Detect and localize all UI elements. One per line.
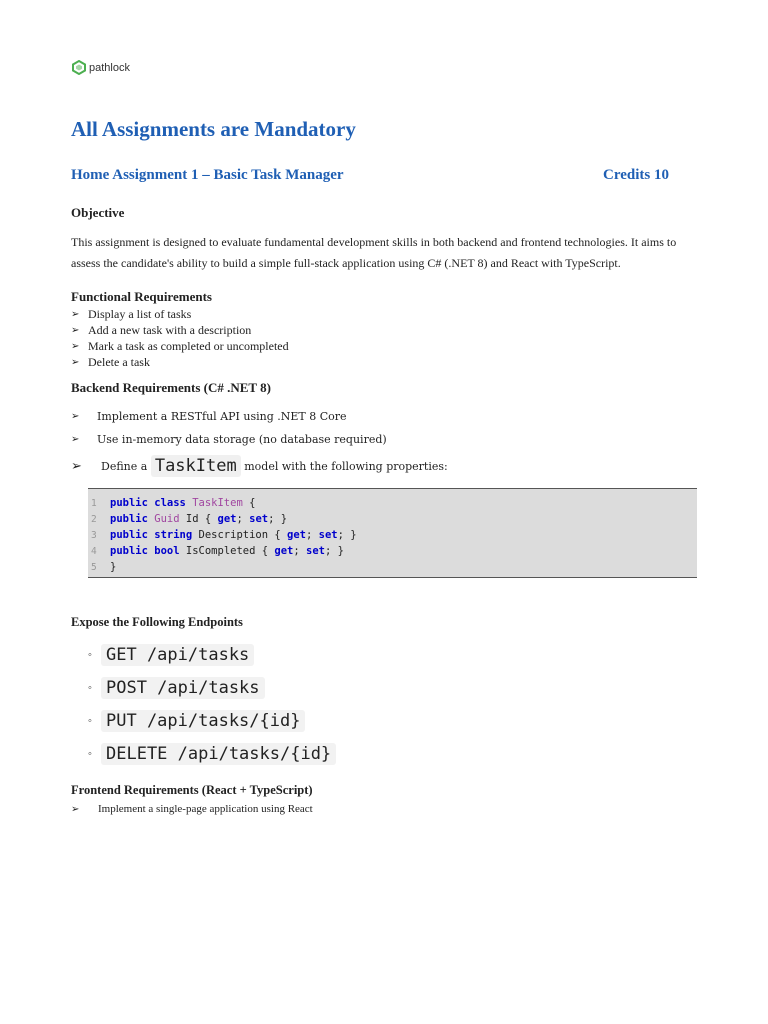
- code-text: ;: [236, 513, 250, 525]
- keyword: class: [154, 497, 186, 509]
- circle-bullet-icon: ◦: [88, 681, 92, 694]
- type-name: TaskItem: [192, 497, 243, 509]
- line-number: 3: [91, 529, 97, 541]
- line-number: 4: [91, 545, 97, 557]
- taskitem-inline-code: TaskItem: [151, 455, 241, 477]
- code-text: Description {: [192, 529, 288, 541]
- code-text: IsCompleted {: [179, 545, 275, 557]
- keyword: string: [154, 529, 193, 541]
- assignment-title: Home Assignment 1 – Basic Task Manager: [71, 167, 344, 183]
- define-prefix: Define a: [101, 459, 148, 473]
- endpoint-code: GET /api/tasks: [101, 644, 254, 666]
- code-block: [88, 488, 697, 578]
- keyword: get: [287, 529, 306, 541]
- hexagon-logo-icon: [72, 60, 86, 75]
- arrow-bullet-icon: ➢: [71, 324, 80, 336]
- endpoint-code: PUT /api/tasks/{id}: [101, 710, 305, 732]
- code-text: {: [242, 497, 256, 509]
- list-item: [71, 322, 289, 338]
- list-item-text: Use in-memory data storage (no database required): [97, 433, 387, 446]
- objective-heading: Objective: [71, 205, 125, 220]
- list-item: [71, 354, 289, 370]
- company-logo: [72, 60, 130, 75]
- keyword: get: [217, 513, 237, 525]
- arrow-bullet-icon: ➢: [71, 340, 80, 352]
- credits-label: Credits 10: [603, 167, 669, 183]
- keyword: get: [274, 545, 294, 557]
- code-text: ; }: [324, 545, 344, 557]
- code-line: [88, 559, 697, 575]
- code-line: [88, 495, 697, 511]
- keyword: set: [249, 513, 269, 525]
- arrow-bullet-icon: ➢: [71, 411, 80, 422]
- code-line: [88, 511, 697, 527]
- page-title: All Assignments are Mandatory: [71, 117, 356, 141]
- functional-list: [71, 306, 289, 370]
- code-text: ;: [293, 545, 307, 557]
- arrow-bullet-icon: ➢: [71, 356, 80, 368]
- endpoint-code: DELETE /api/tasks/{id}: [101, 743, 336, 765]
- list-item: [71, 338, 289, 354]
- code-line: [88, 543, 697, 559]
- code-text: Id {: [179, 513, 218, 525]
- list-item: [71, 801, 313, 817]
- logo-text: pathlock: [89, 61, 130, 74]
- list-item: [71, 428, 448, 451]
- define-suffix: model with the following properties:: [244, 459, 448, 473]
- list-item-text: Display a list of tasks: [88, 306, 192, 321]
- circle-bullet-icon: ◦: [88, 747, 92, 760]
- backend-heading: Backend Requirements (C# .NET 8): [71, 380, 271, 395]
- keyword: public: [110, 513, 148, 525]
- line-number: 2: [91, 513, 97, 525]
- code-text: ;: [306, 529, 319, 541]
- arrow-bullet-icon: ➢: [71, 308, 80, 320]
- list-item: [88, 704, 336, 737]
- type-name: Guid: [154, 513, 180, 525]
- line-number: 1: [91, 497, 97, 509]
- frontend-heading: Frontend Requirements (React + TypeScript): [71, 783, 313, 797]
- list-item: [88, 737, 336, 770]
- arrow-bullet-icon: ➢: [71, 458, 82, 474]
- code-text: }: [110, 561, 117, 573]
- objective-text: This assignment is designed to evaluate fundamental development skills in both backend and frontend technologies. It aims to assess the candidate's ability to build a simple full-stack application using C# (.NET 8) and React with TypeScript.: [71, 235, 677, 270]
- keyword: public: [110, 529, 148, 541]
- list-item: [71, 451, 448, 481]
- endpoints-list: [88, 638, 336, 770]
- keyword: bool: [154, 545, 180, 557]
- keyword: public: [110, 497, 148, 509]
- code-text: ; }: [337, 529, 357, 541]
- circle-bullet-icon: ◦: [88, 648, 92, 661]
- list-item: [71, 306, 289, 322]
- list-item-text: Delete a task: [88, 354, 150, 369]
- list-item: [71, 405, 448, 428]
- circle-bullet-icon: ◦: [88, 714, 92, 727]
- frontend-list: [71, 801, 313, 817]
- endpoints-heading: Expose the Following Endpoints: [71, 615, 243, 629]
- code-line: [88, 527, 697, 543]
- arrow-bullet-icon: ➢: [71, 803, 80, 815]
- code-text: ; }: [268, 513, 288, 525]
- list-item: [88, 638, 336, 671]
- endpoint-code: POST /api/tasks: [101, 677, 265, 699]
- list-item-text: Mark a task as completed or uncompleted: [88, 338, 289, 353]
- keyword: set: [306, 545, 325, 557]
- list-item-text: Implement a RESTful API using .NET 8 Core: [97, 410, 347, 423]
- backend-list: [71, 405, 448, 481]
- list-item: [88, 671, 336, 704]
- functional-heading: Functional Requirements: [71, 289, 212, 304]
- keyword: set: [318, 529, 338, 541]
- list-item-text: Implement a single-page application using React: [98, 803, 313, 815]
- list-item-text: Add a new task with a description: [88, 322, 252, 337]
- line-number: 5: [91, 561, 97, 573]
- keyword: public: [110, 545, 148, 557]
- arrow-bullet-icon: ➢: [71, 434, 80, 445]
